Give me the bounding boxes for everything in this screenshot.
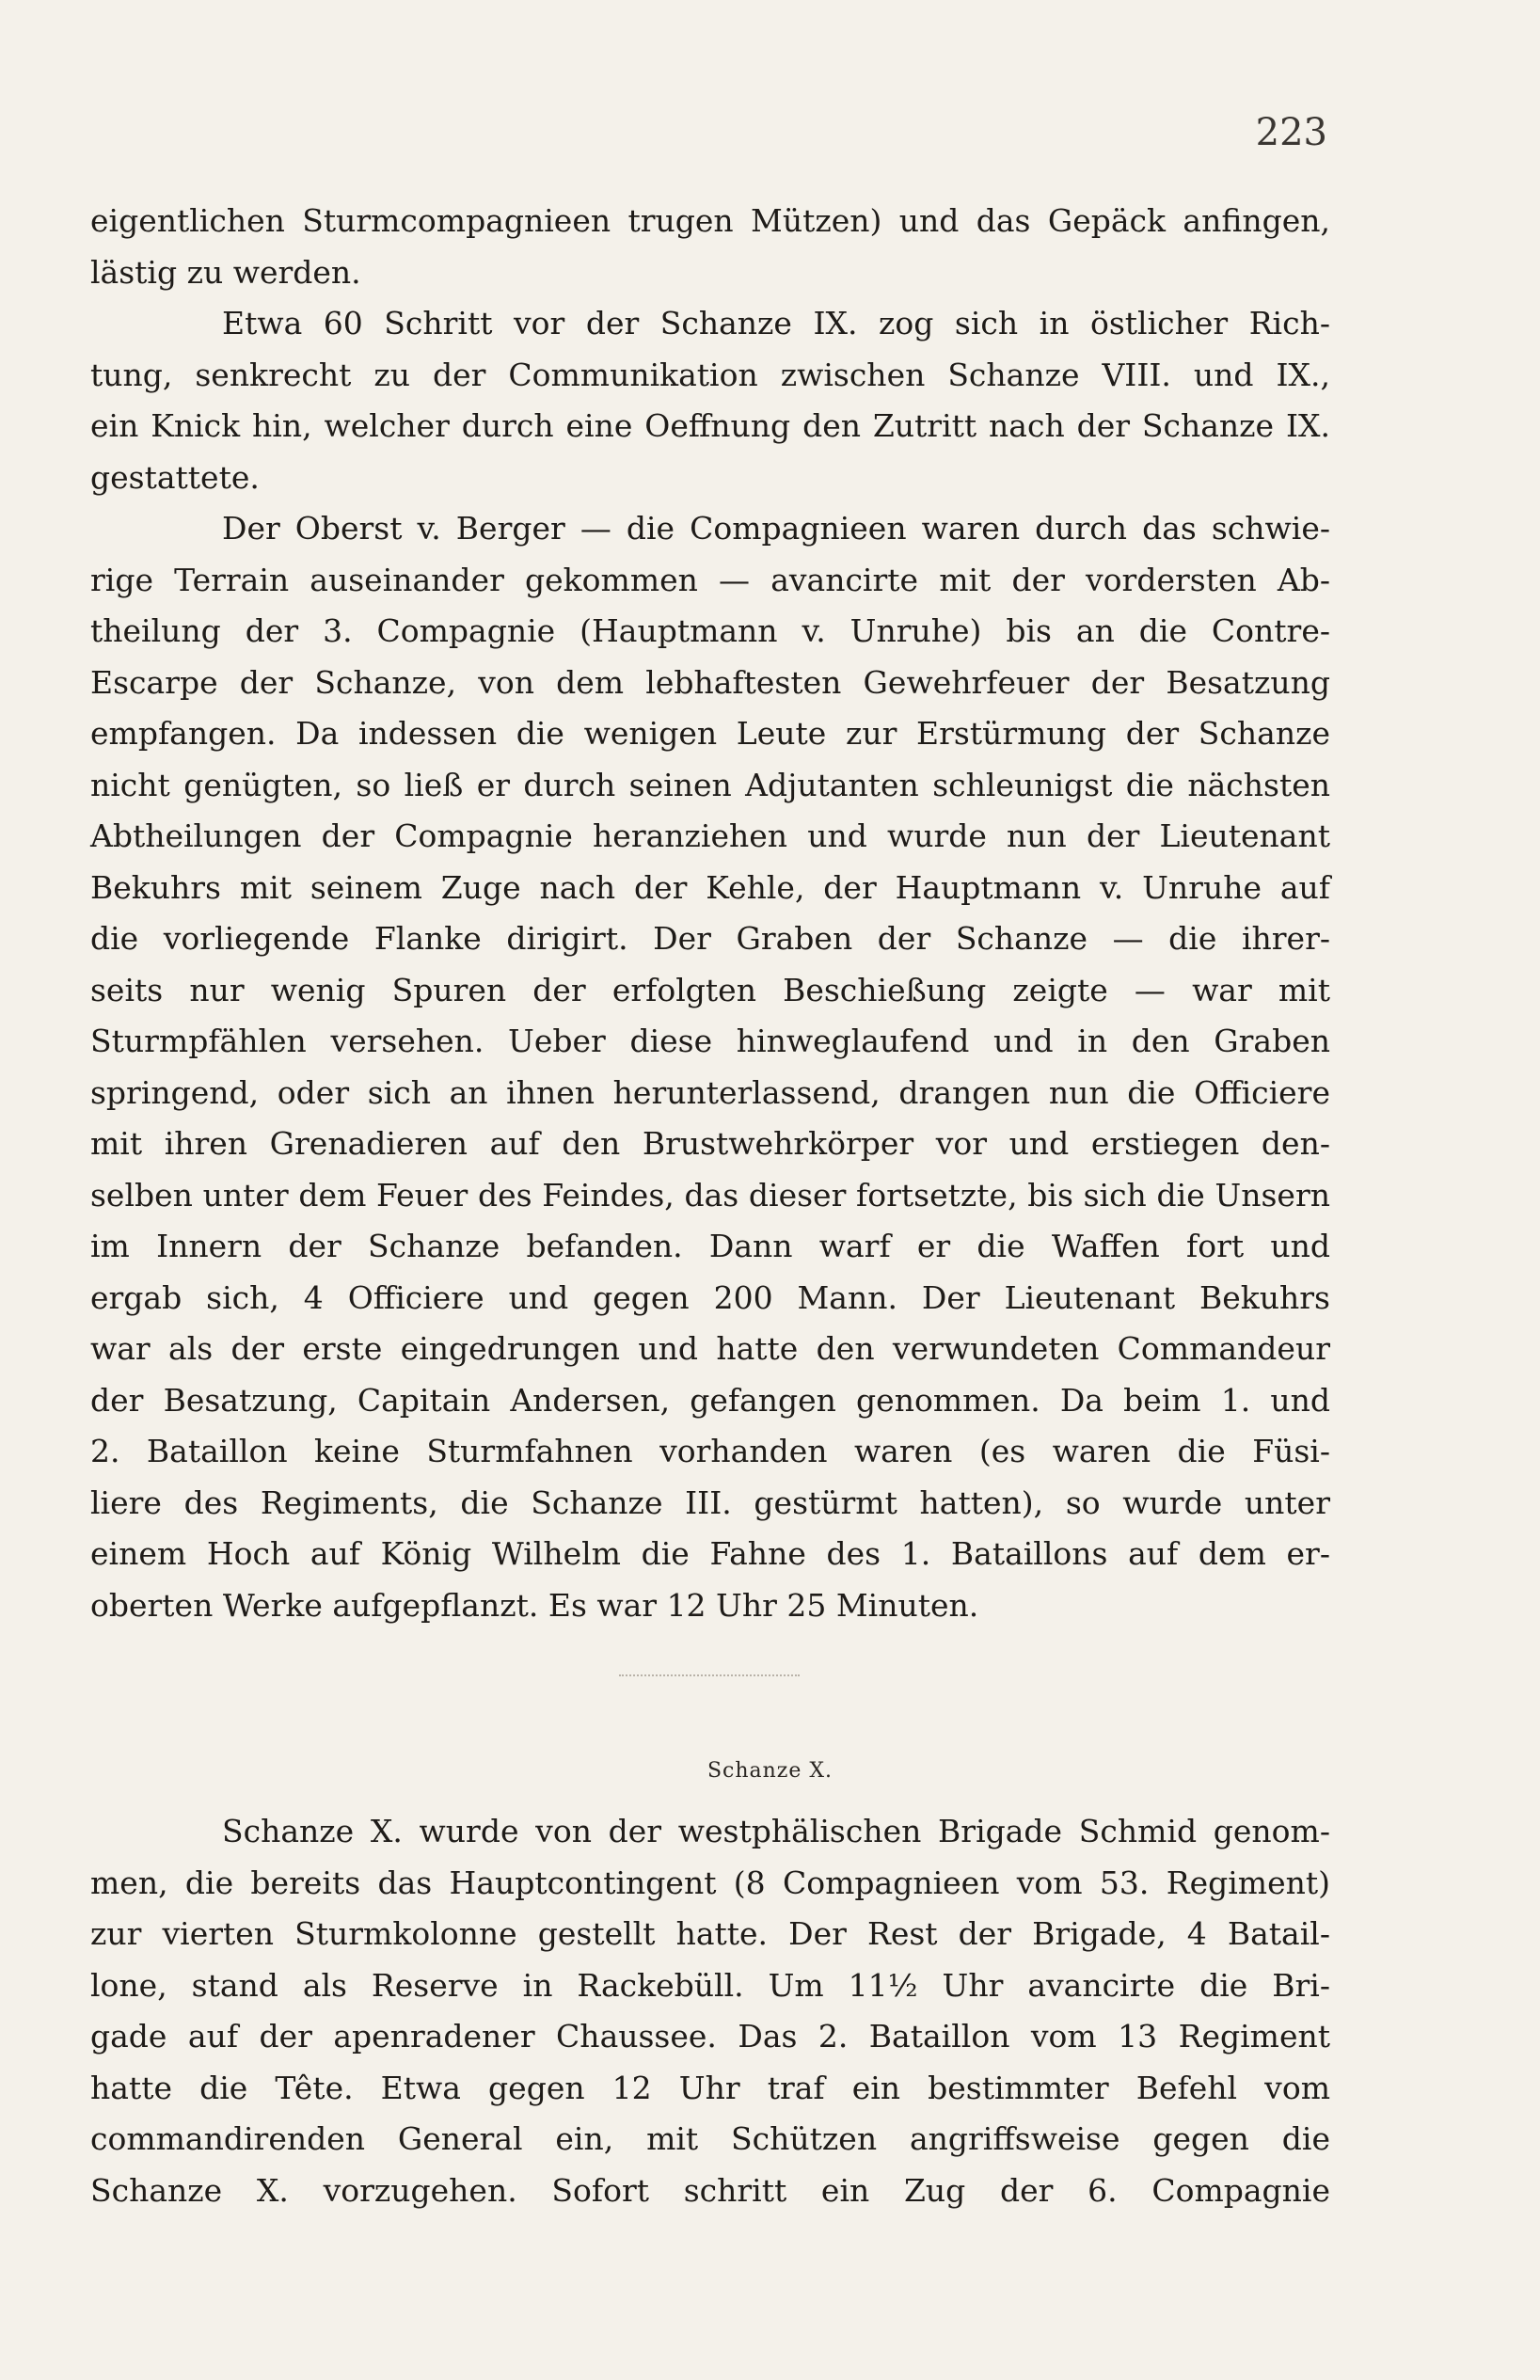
text-line: der Besatzung, Capitain Andersen, gefangen genommen. Da beim 1. und <box>90 1381 1330 1419</box>
text-line: Etwa 60 Schritt vor der Schanze IX. zog sich in östlicher Rich- <box>222 305 1330 341</box>
section-heading: Schanze X. <box>706 1759 834 1783</box>
text-line: ein Knick hin, welcher durch eine Oeffnung den Zutritt nach der Schanze IX. <box>90 407 1330 444</box>
text-line: mit ihren Grenadieren auf den Brustwehrkörper vor und erstiegen den- <box>90 1125 1330 1162</box>
text-line: men, die bereits das Hauptcontingent (8 Compagnieen vom 53. Regiment) <box>90 1864 1330 1901</box>
text-line: empfangen. Da indessen die wenigen Leute zur Erstürmung der Schanze <box>90 715 1330 752</box>
text-line: gestattete. <box>90 458 260 496</box>
main-text-block <box>90 196 1330 1631</box>
text-line: zur vierten Sturmkolonne gestellt hatte. Der Rest der Brigade, 4 Batail- <box>90 1915 1330 1952</box>
text-line: Der Oberst v. Berger — die Compagnieen waren durch das schwie- <box>222 510 1330 547</box>
text-line: springend, oder sich an ihnen herunterlassend, drangen nun die Officiere <box>90 1073 1330 1111</box>
text-line: commandirenden General ein, mit Schützen angriffsweise gegen die <box>90 2120 1330 2157</box>
text-line: Bekuhrs mit seinem Zuge nach der Kehle, der Hauptmann v. Unruhe auf <box>90 868 1330 906</box>
text-line: theilung der 3. Compagnie (Hauptmann v. Unruhe) bis an die Contre- <box>90 612 1330 649</box>
text-line: Abtheilungen der Compagnie heranziehen und wurde nun der Lieutenant <box>90 817 1330 854</box>
text-line: selben unter dem Feuer des Feindes, das dieser fortsetzte, bis sich die Unsern <box>90 1176 1330 1214</box>
text-line: tung, senkrecht zu der Communikation zwischen Schanze VIII. und IX., <box>90 356 1330 393</box>
text-line: lone, stand als Reserve in Rackebüll. Um 11½ Uhr avancirte die Bri- <box>90 1966 1330 2004</box>
text-line: liere des Regiments, die Schanze III. gestürmt hatten), so wurde unter <box>90 1484 1330 1521</box>
text-line: eigentlichen Sturmcompagnieen trugen Mützen) und das Gepäck anfingen, <box>90 202 1330 239</box>
text-line: Escarpe der Schanze, von dem lebhaftesten Gewehrfeuer der Besatzung <box>90 663 1330 701</box>
page-number: 223 <box>1255 111 1327 154</box>
text-line: gade auf der apenradener Chaussee. Das 2. Bataillon vom 13 Regiment <box>90 2018 1330 2055</box>
text-line: nicht genügten, so ließ er durch seinen Adjutanten schleunigst die nächsten <box>90 766 1330 803</box>
text-line: seits nur wenig Spuren der erfolgten Beschießung zeigte — war mit <box>90 971 1330 1008</box>
section-text-block <box>90 1806 1330 2216</box>
text-line: war als der erste eingedrungen und hatte den verwundeten Commandeur <box>90 1330 1330 1367</box>
text-line: hatte die Tête. Etwa gegen 12 Uhr traf ein bestimmter Befehl vom <box>90 2069 1330 2106</box>
text-line: lästig zu werden. <box>90 253 361 291</box>
text-line: Schanze X. wurde von der westphälischen Brigade Schmid genom- <box>222 1813 1330 1849</box>
text-line: Schanze X. vorzugehen. Sofort schritt ein Zug der 6. Compagnie <box>90 2171 1330 2209</box>
text-line: einem Hoch auf König Wilhelm die Fahne des 1. Bataillons auf dem er- <box>90 1535 1330 1572</box>
text-line: 2. Bataillon keine Sturmfahnen vorhanden waren (es waren die Füsi- <box>90 1433 1330 1469</box>
text-line: im Innern der Schanze befanden. Dann warf er die Waffen fort und <box>90 1228 1330 1264</box>
text-line: oberten Werke aufgepflanzt. Es war 12 Uhr 25 Minuten. <box>90 1586 979 1624</box>
section-divider <box>619 1674 800 1676</box>
text-line: die vorliegende Flanke dirigirt. Der Graben der Schanze — die ihrer- <box>90 920 1330 957</box>
text-line: ergab sich, 4 Officiere und gegen 200 Mann. Der Lieutenant Bekuhrs <box>90 1278 1330 1316</box>
text-line: Sturmpfählen versehen. Ueber diese hinweglaufend und in den Graben <box>90 1023 1330 1059</box>
text-line: rige Terrain auseinander gekommen — avancirte mit der vordersten Ab- <box>90 561 1330 598</box>
